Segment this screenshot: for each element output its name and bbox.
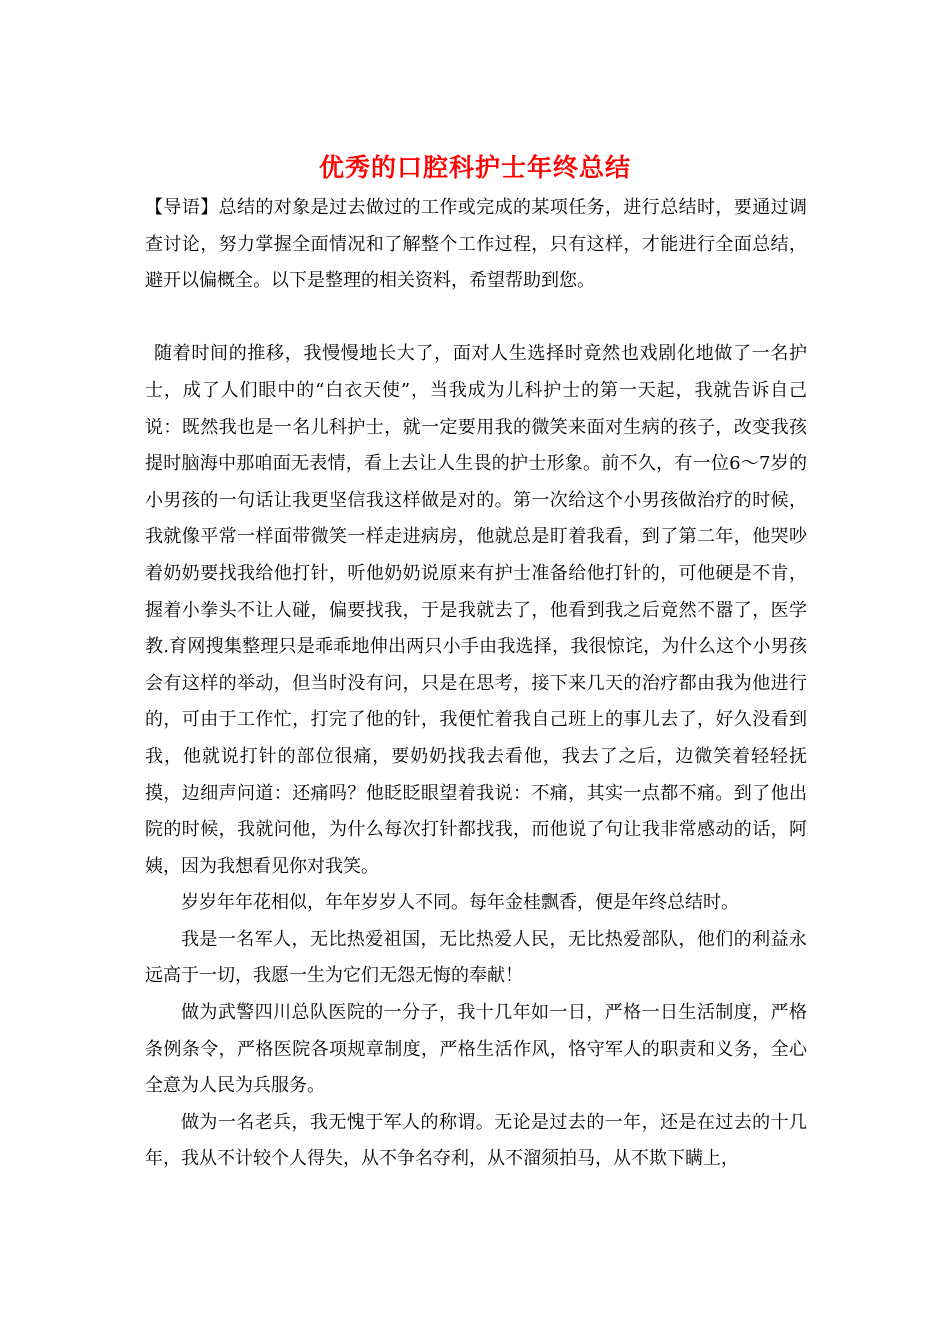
document-title: 优秀的口腔科护士年终总结	[318, 153, 631, 182]
intro-paragraph: 【导语】总结的对象是过去做过的工作或完成的某项任务，进行总结时，要通过调查讨论，努力掌握全面情况和了解整个工作过程，只有这样，才能进行全面总结，避开以偏概全。以下是整理的相关资料，希望帮助到您。	[145, 197, 807, 292]
body-paragraph-1: 随着时间的推移，我慢慢地长大了，面对人生选择时竟然也戏剧化地做了一名护士，成了人们眼中的“白衣天使”，当我成为儿科护士的第一天起，我就告诉自己说：既然我也是一名儿科护士，就一定要用我的微笑来面对生病的孩子，改变我孩提时脑海中那咱面无表情，看上去让人生畏的护士形象。前不久，有一位6～7岁的小男孩的一句话让我更坚信我这样做是对的。第一次给这个小男孩做治疗的时候，我就像平常一样面带微笑一样走进病房，他就总是盯着我看，到了第二年，他哭吵着奶奶要找我给他打针，听他奶奶说原来有护士准备给他打针的，可他硬是不肯，握着小拳头不让人碰，偏要找我，于是我就去了，他看到我之后竟然不嚣了，医学教.育网搜集整理只是乖乖地伸出两只小手由我选择，我很惊诧，为什么这个小男孩会有这样的举动，但当时没有问，只是在思考，接下来几天的治疗都由我为他进行的，可由于工作忙，打完了他的针，我便忙着我自己班上的事儿去了，好久没看到我，他就说打针的部位很痛，要奶奶找我去看他，我去了之后，边微笑着轻轻抚摸，边细声问道：还痛吗？他眨眨眼望着我说：不痛，其实一点都不痛。到了他出院的时候，我就问他，为什么每次打针都找我，而他说了句让我非常感动的话，阿姨，因为我想看见你对我笑。	[145, 343, 807, 877]
body-paragraph-2: 岁岁年年花相似，年年岁岁人不同。每年金桂飘香，便是年终总结时。	[181, 892, 739, 914]
body-paragraph-5: 做为一名老兵，我无愧于军人的称谓。无论是过去的一年，还是在过去的十几年，我从不计较个人得失，从不争名夺利，从不溜须拍马，从不欺下瞒上，	[145, 1111, 807, 1170]
document-body	[145, 190, 807, 1178]
body-paragraph-4: 做为武警四川总队医院的一分子，我十几年如一日，严格一日生活制度，严格条例条令，严格医院各项规章制度，严格生活作风，恪守军人的职责和义务，全心全意为人民为兵服务。	[145, 1002, 807, 1097]
body-paragraph-3: 我是一名军人，无比热爱祖国，无比热爱人民，无比热爱部队，他们的利益永远高于一切，我愿一生为它们无怨无悔的奉献！	[145, 928, 807, 987]
